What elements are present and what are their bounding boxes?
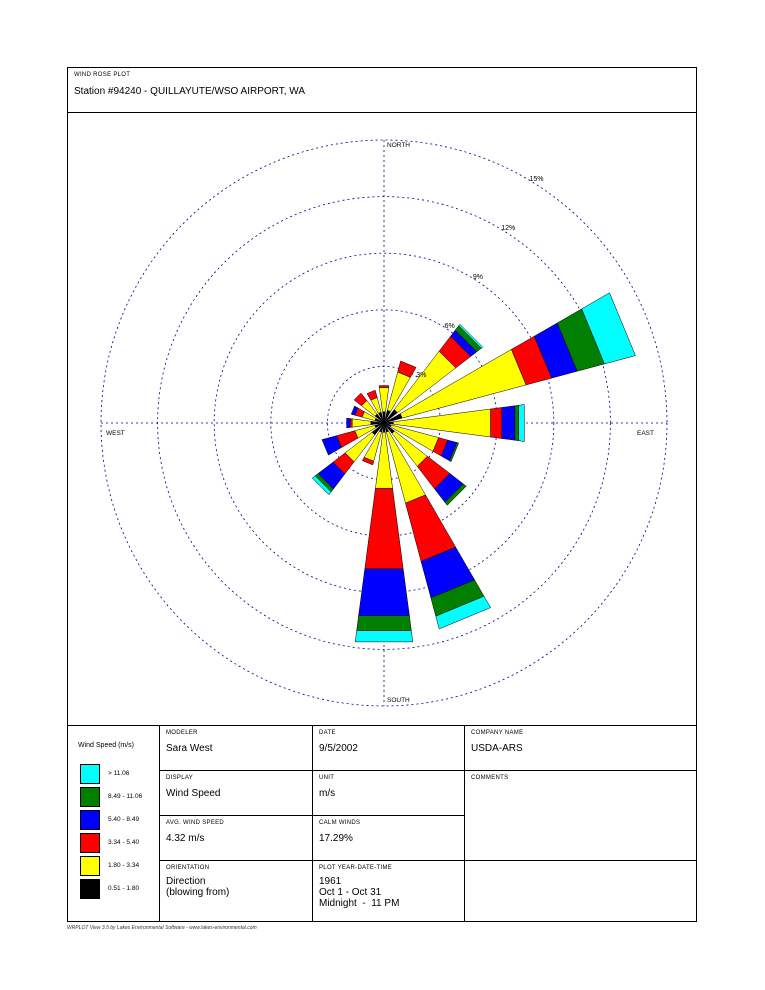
compass-east-label: EAST: [637, 430, 654, 437]
unit-value: m/s: [319, 788, 336, 799]
legend-label: 1.80 - 3.34: [108, 862, 140, 869]
ring-label: 15%: [529, 175, 544, 183]
station-title: Station #94240 - QUILLAYUTE/WSO AIRPORT, WA: [74, 86, 306, 97]
info-panel: [68, 725, 696, 921]
company-cell: [464, 726, 696, 771]
petal-s-bin-2: [365, 489, 403, 569]
petal-e-bin-3: [502, 406, 515, 440]
legend-swatch: [80, 810, 100, 830]
report-type-label: WIND ROSE PLOT: [74, 72, 131, 78]
legend-label: 5.40 - 8.49: [108, 816, 140, 823]
compass-south-label: SOUTH: [387, 697, 410, 704]
petal-n-bin-1: [379, 388, 388, 412]
calm-winds-value: 17.29%: [319, 833, 353, 844]
display-label: DISPLAY: [166, 775, 193, 781]
petal-s-bin-4: [357, 616, 412, 631]
modeler-cell: [159, 726, 312, 771]
petal-w-bin-3: [347, 418, 351, 428]
calm-winds-label: CALM WINDS: [319, 820, 361, 826]
petal-e-bin-5: [519, 405, 525, 442]
empty-cell: [464, 861, 696, 922]
ring-label: 9%: [472, 273, 484, 281]
legend-label: 3.34 - 5.40: [108, 839, 140, 846]
legend-label: 8.49 - 11.06: [108, 793, 143, 800]
company-label: COMPANY NAME: [471, 730, 524, 736]
legend-label: > 11.06: [108, 770, 130, 777]
petal-e-bin-2: [491, 408, 502, 439]
compass-north-label: NORTH: [387, 142, 410, 149]
legend-swatch: [80, 856, 100, 876]
display-value: Wind Speed: [166, 788, 221, 799]
petal-w-bin-2: [350, 419, 352, 428]
legend-title: Wind Speed (m/s): [78, 742, 135, 749]
ring-label: 3%: [416, 371, 427, 379]
petal-w-bin-1: [352, 419, 371, 427]
company-value: USDA-ARS: [471, 743, 523, 754]
plot-time-label: PLOT YEAR-DATE-TIME: [319, 865, 393, 871]
petal-s-bin-3: [359, 569, 410, 616]
calm-winds-cell: [312, 816, 464, 861]
petal-s-bin-5: [355, 631, 413, 642]
avg-speed-label: AVG. WIND SPEED: [166, 820, 225, 826]
legend-swatch: [80, 764, 100, 784]
unit-cell: [312, 771, 464, 816]
modeler-label: MODELER: [166, 730, 198, 736]
orientation-label: ORIENTATION: [166, 865, 210, 871]
ring-label: 6%: [444, 322, 455, 330]
date-cell: [312, 726, 464, 771]
report-header: [68, 68, 696, 113]
legend-swatch: [80, 833, 100, 853]
legend-label: 0.51 - 1.80: [108, 885, 140, 892]
plot-time-cell: [312, 861, 464, 922]
display-cell: [159, 771, 312, 816]
petal-layer: [312, 293, 635, 642]
comments-cell: [464, 771, 696, 861]
software-credit: WRPLOT View 3.5 by Lakes Environmental Software - www.lakes-environmental.com: [67, 925, 257, 931]
modeler-value: Sara West: [166, 743, 213, 754]
legend-swatch: [80, 879, 100, 899]
date-value: 9/5/2002: [319, 743, 358, 754]
ring-label: 12%: [501, 224, 516, 232]
orientation-value: Direction (blowing from): [166, 876, 230, 898]
compass-west-label: WEST: [106, 430, 125, 437]
wind-rose-report: [67, 67, 697, 922]
orientation-cell: [159, 861, 312, 922]
avg-speed-value: 4.32 m/s: [166, 833, 205, 844]
legend-swatch: [80, 787, 100, 807]
unit-label: UNIT: [319, 775, 335, 781]
legend-panel: [68, 726, 159, 922]
wind-rose-plot-area: [68, 113, 696, 725]
plot-time-value: 1961 Oct 1 - Oct 31 Midnight - 11 PM: [319, 876, 400, 909]
petal-n-bin-2: [379, 386, 389, 388]
comments-label: COMMENTS: [471, 775, 509, 781]
avg-speed-cell: [159, 816, 312, 861]
wind-rose-chart: [68, 113, 696, 725]
date-label: DATE: [319, 730, 336, 736]
petal-e-bin-4: [515, 405, 519, 440]
